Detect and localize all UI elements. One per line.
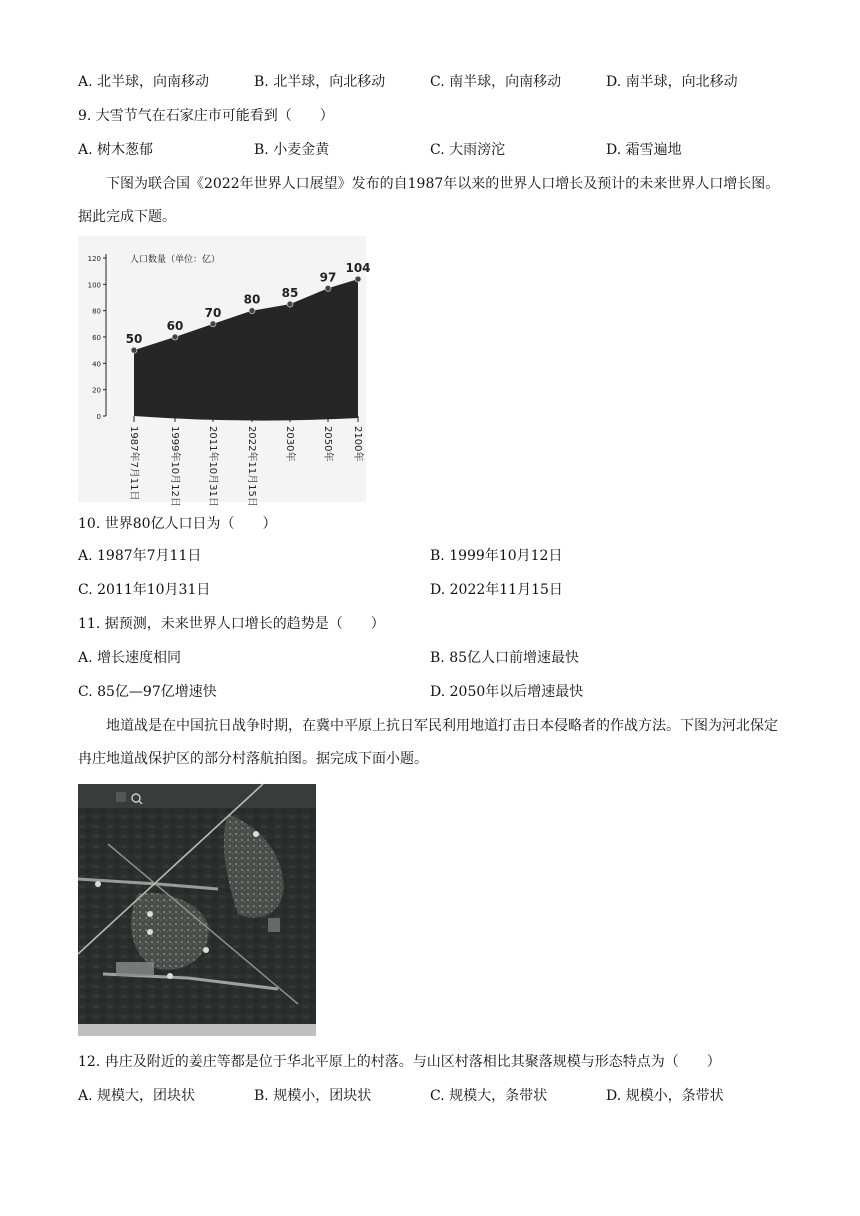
y-tick-label: 60 xyxy=(92,334,101,342)
data-label: 60 xyxy=(166,319,184,333)
q12-option-b: B. 规模小，团块状 xyxy=(254,1088,372,1104)
data-label: 80 xyxy=(243,292,261,307)
data-point xyxy=(287,301,293,307)
data-point xyxy=(172,334,178,340)
q9-option-c: C. 大雨滂沱 xyxy=(430,142,506,158)
q11-option-d: D. 2050年以后增速最快 xyxy=(430,684,584,700)
q10-option-d: D. 2022年11月15日 xyxy=(430,582,563,598)
x-tick-label: 2011年10月31日 xyxy=(207,426,218,507)
x-tick-label: 1999年10月12日 xyxy=(169,426,180,507)
q9-option-d: D. 霜雪遍地 xyxy=(606,142,682,158)
q8-option-b: B. 北半球，向北移动 xyxy=(254,74,386,90)
aerial-photo xyxy=(78,784,316,1036)
y-tick-label: 100 xyxy=(87,281,101,290)
q8-option-c: C. 南半球，向南移动 xyxy=(430,74,562,90)
data-label: 97 xyxy=(319,270,337,285)
data-point xyxy=(210,321,216,327)
intro-population: 下图为联合国《2022年世界人口展望》发布的自1987年以来的世界人口增长及预计的未来世界人口增长图。据此完成下题。 xyxy=(78,176,780,225)
q12-option-a: A. 规模大，团块状 xyxy=(78,1088,196,1104)
data-point xyxy=(325,285,331,291)
data-label: 104 xyxy=(345,261,371,276)
q12-option-d: D. 规模小，条带状 xyxy=(606,1088,724,1104)
data-point xyxy=(131,347,137,353)
y-tick-label: 0 xyxy=(96,413,101,421)
population-chart xyxy=(78,236,371,507)
q12-option-c: C. 规模大，条带状 xyxy=(430,1088,548,1104)
data-label: 50 xyxy=(125,332,143,347)
x-tick-label: 2100年 xyxy=(352,426,363,462)
q12-stem: 12. 冉庄及附近的姜庄等都是位于华北平原上的村落。与山区村落相比其聚落规模与形态特点为（ ） xyxy=(78,1054,721,1070)
q9-option-b: B. 小麦金黄 xyxy=(254,142,330,158)
population-chart-svg xyxy=(78,236,371,507)
q8-option-a: A. 北半球，向南移动 xyxy=(78,74,210,90)
data-label: 85 xyxy=(281,286,299,301)
q10-option-b: B. 1999年10月12日 xyxy=(430,548,563,564)
q10-stem: 10. 世界80亿人口日为（ ） xyxy=(78,516,277,532)
x-tick-label: 2022年11月15日 xyxy=(246,426,257,507)
y-tick-label: 80 xyxy=(92,307,101,316)
y-tick-label: 120 xyxy=(87,255,101,263)
q10-option-c: C. 2011年10月31日 xyxy=(78,582,211,598)
aerial-photo-image xyxy=(78,784,316,1036)
q11-option-a: A. 增长速度相同 xyxy=(78,650,182,666)
chart-ylabel: 人口数量（单位：亿） xyxy=(130,255,221,265)
x-tick-label: 1987年7月11日 xyxy=(128,426,139,501)
y-tick-label: 20 xyxy=(92,386,101,395)
x-tick-label: 2030年 xyxy=(284,426,295,462)
q10-option-a: A. 1987年7月11日 xyxy=(78,548,202,564)
q11-stem: 11. 据预测，未来世界人口增长的趋势是（ ） xyxy=(78,616,385,632)
q8-option-d: D. 南半球，向北移动 xyxy=(606,74,738,90)
q11-option-b: B. 85亿人口前增速最快 xyxy=(430,650,580,666)
data-label: 70 xyxy=(204,305,222,320)
q9-stem: 9. 大雪节气在石家庄市可能看到（ ） xyxy=(78,108,334,124)
data-point xyxy=(249,308,255,314)
q11-option-c: C. 85亿—97亿增速快 xyxy=(78,684,217,700)
data-point xyxy=(355,276,361,282)
intro-tunnel: 地道战是在中国抗日战争时期，在冀中平原上抗日军民利用地道打击日本侵略者的作战方法。下图为河北保定冉庄地道战保护区的部分村落航拍图。据完成下面小题。 xyxy=(78,718,778,767)
y-tick-label: 40 xyxy=(92,360,101,369)
q9-option-a: A. 树木葱郁 xyxy=(78,142,154,158)
x-tick-label: 2050年 xyxy=(322,426,333,462)
